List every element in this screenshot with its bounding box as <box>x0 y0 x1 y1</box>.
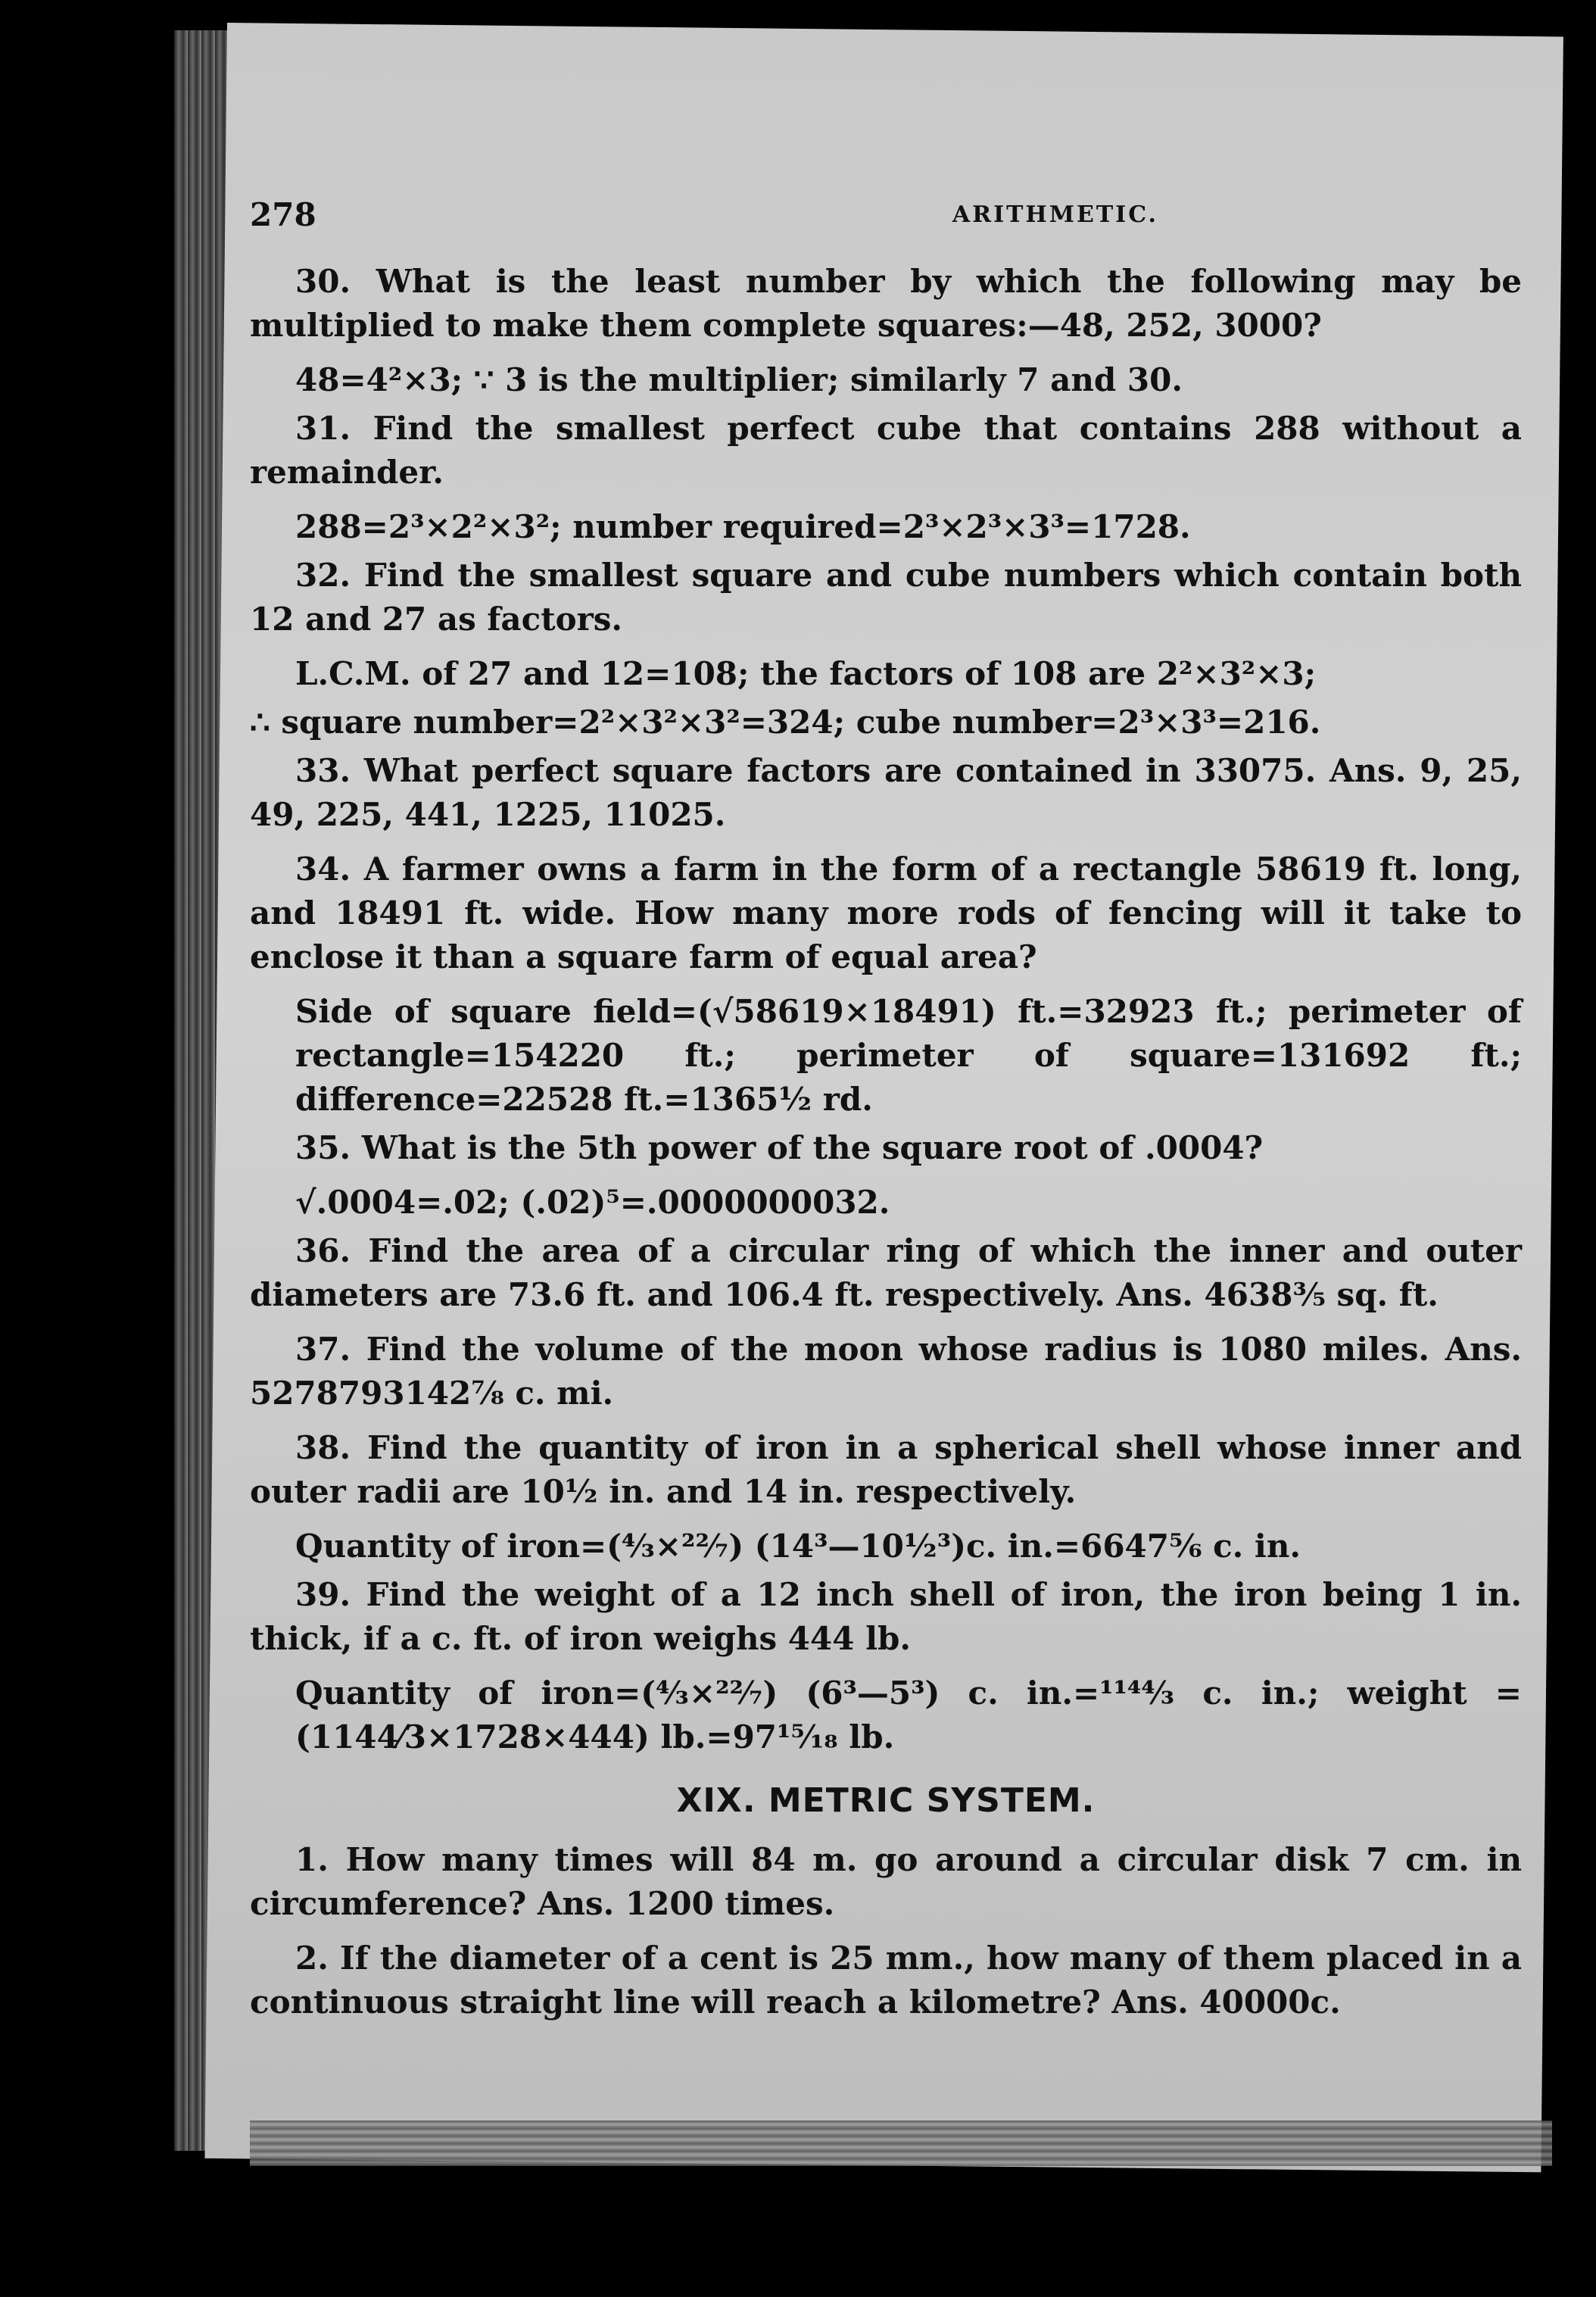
problem-solution: 48=4²×3; ∵ 3 is the multiplier; similarly 7 and 30. <box>295 361 1183 398</box>
page-text <box>250 193 1522 2035</box>
problem-question: 37. Find the volume of the moon whose radius is 1080 miles. Ans. 5278793142⅞ c. mi. <box>250 1331 1522 1412</box>
problem-question: 33. What perfect square factors are contained in 33075. Ans. 9, 25, 49, 225, 441, 1225, 11025. <box>250 752 1522 833</box>
problem-list <box>250 260 1522 1759</box>
problem-question: 34. A farmer owns a farm in the form of a rectangle 58619 ft. long, and 18491 ft. wide. How many more rods of fencing will it take to enclose it than a square farm of equal area? <box>250 850 1522 975</box>
page-header <box>250 193 1310 237</box>
problem-question: 39. Find the weight of a 12 inch shell of iron, the iron being 1 in. thick, if a c. ft. of iron weighs 444 lb. <box>250 1576 1522 1657</box>
problem <box>250 554 1522 744</box>
section-title: XIX. METRIC SYSTEM. <box>676 1781 1096 1820</box>
problem-question: 1. How many times will 84 m. go around a circular disk 7 cm. in circumference? Ans. 1200 times. <box>250 1841 1522 1922</box>
page-bottom-edge <box>250 2121 1552 2166</box>
problem-question: 30. What is the least number by which the following may be multiplied to make them complete squares:—48, 252, 3000? <box>250 263 1522 344</box>
problem-question: 38. Find the quantity of iron in a spherical shell whose inner and outer radii are 10½ in. and 14 in. respectively. <box>250 1429 1522 1510</box>
problem-question: 31. Find the smallest perfect cube that contains 288 without a remainder. <box>250 410 1522 491</box>
problem-solution: Quantity of iron=(⁴⁄₃×²²⁄₇) (14³—10½³)c. in.=6647⅚ c. in. <box>295 1528 1301 1565</box>
problem <box>250 1573 1522 1759</box>
problem-solution: Quantity of iron=(⁴⁄₃×²²⁄₇) (6³—5³) c. in.=¹¹⁴⁴⁄₃ c. in.; weight =(1144⁄3×1728×444) lb.=97¹⁵⁄₁₈ lb. <box>295 1674 1522 1756</box>
problem-question: 35. What is the 5th power of the square root of .0004? <box>295 1129 1264 1166</box>
problem <box>250 1426 1522 1568</box>
problem-question: 32. Find the smallest square and cube numbers which contain both 12 and 27 as factors. <box>250 557 1522 638</box>
problem <box>250 749 1522 837</box>
problem <box>250 847 1522 1122</box>
problem <box>250 1937 1522 2024</box>
problem <box>250 1229 1522 1317</box>
problem-solution: ∴ square number=2²×3²×3²=324; cube number=2³×3³=216. <box>250 704 1321 741</box>
problem-solution: √.0004=.02; (.02)⁵=.0000000032. <box>295 1184 890 1221</box>
problem-solution: L.C.M. of 27 and 12=108; the factors of 108 are 2²×3²×3; <box>295 655 1317 692</box>
running-head: ARITHMETIC. <box>952 201 1158 228</box>
page-number: 278 <box>250 196 316 233</box>
problem-question: 2. If the diameter of a cent is 25 mm., how many of them placed in a continuous straight line will reach a kilometre? Ans. 40000c. <box>250 1940 1522 2021</box>
problem <box>250 1126 1522 1225</box>
problem-list <box>250 1838 1522 2024</box>
problem-solution: 288=2³×2²×3²; number required=2³×2³×3³=1728. <box>295 508 1191 545</box>
problem-question: 36. Find the area of a circular ring of which the inner and outer diameters are 73.6 ft. and 106.4 ft. respectively. Ans. 4638⅗ sq. ft. <box>250 1232 1522 1313</box>
problem <box>250 407 1522 549</box>
problem-solution: Side of square field=(√58619×18491) ft.=32923 ft.; perimeter of rectangle=154220 ft.; perimeter of square=131692 ft.; difference=22528 ft.=1365½ rd. <box>295 993 1522 1118</box>
problem <box>250 260 1522 402</box>
problem <box>250 1838 1522 1926</box>
problem <box>250 1328 1522 1415</box>
